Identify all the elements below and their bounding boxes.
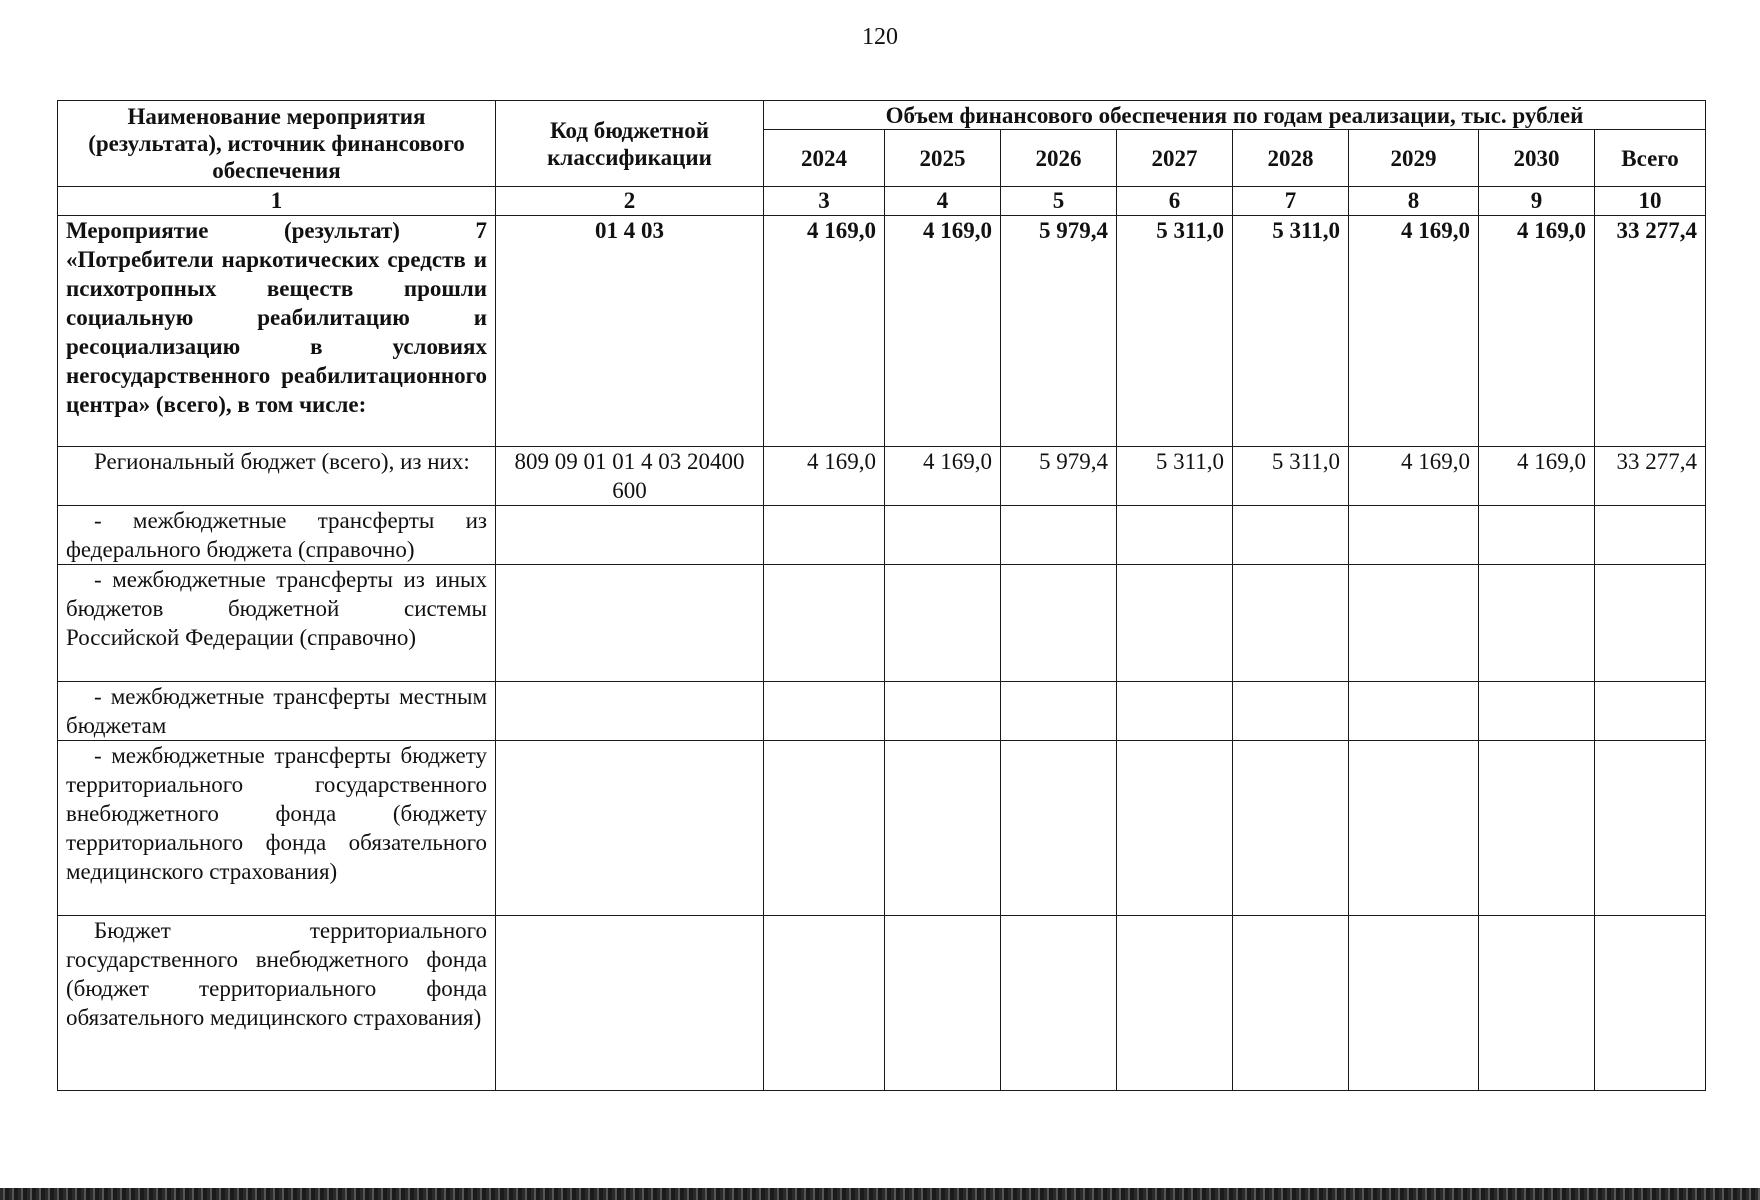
row-total: [1595, 506, 1706, 565]
row-value: [1479, 506, 1595, 565]
row-name: - межбюджетные трансферты местным бюджетам: [58, 682, 496, 741]
row-value: [1117, 682, 1233, 741]
header-row-main: [58, 101, 1706, 130]
row-value: [1233, 916, 1349, 1091]
row-value: [764, 916, 885, 1091]
row-value: [1479, 916, 1595, 1091]
scan-edge-bar: [0, 1188, 1760, 1200]
row-value: [1001, 741, 1117, 916]
row-value: 4 169,0: [764, 447, 885, 506]
column-number: 7: [1233, 187, 1349, 216]
row-name: Мероприятие (результат) 7 «Потребители наркотических средств и психотропных веществ прошли социальную реабилитацию и ресоциализацию в условиях негосударственного реабилитационного центра» (всего), в том числе:: [58, 216, 496, 447]
column-number: 5: [1001, 187, 1117, 216]
row-value: [1479, 741, 1595, 916]
row-value: [764, 565, 885, 682]
column-number: 1: [58, 187, 496, 216]
column-number: 8: [1349, 187, 1479, 216]
header-name: Наименование мероприятия (результата), источник финансового обеспечения: [58, 101, 496, 187]
row-code: [496, 741, 764, 916]
row-value: [1349, 565, 1479, 682]
row-value: 5 311,0: [1233, 447, 1349, 506]
row-total: [1595, 682, 1706, 741]
row-code: 01 4 03: [496, 216, 764, 447]
table-row: [58, 447, 1706, 506]
row-total: [1595, 741, 1706, 916]
header-year: 2030: [1479, 130, 1595, 187]
row-value: [1479, 682, 1595, 741]
table-row: [58, 506, 1706, 565]
header-row-numbers: [58, 187, 1706, 216]
row-value: [885, 682, 1001, 741]
column-number: 6: [1117, 187, 1233, 216]
row-value: 4 169,0: [885, 447, 1001, 506]
row-value: 5 979,4: [1001, 216, 1117, 447]
header-year: 2024: [764, 130, 885, 187]
row-value: [1233, 741, 1349, 916]
row-value: [885, 741, 1001, 916]
table-row: [58, 741, 1706, 916]
page-number: 120: [862, 24, 898, 50]
row-name: - межбюджетные трансферты из иных бюджетов бюджетной системы Российской Федерации (справочно): [58, 565, 496, 682]
row-value: [1117, 741, 1233, 916]
row-value: 5 979,4: [1001, 447, 1117, 506]
row-value: [1001, 682, 1117, 741]
header-year: 2025: [885, 130, 1001, 187]
row-value: [764, 741, 885, 916]
row-value: 5 311,0: [1233, 216, 1349, 447]
table-row: [58, 565, 1706, 682]
row-code: [496, 565, 764, 682]
row-total: 33 277,4: [1595, 447, 1706, 506]
column-number: 4: [885, 187, 1001, 216]
row-value: [885, 916, 1001, 1091]
row-total: 33 277,4: [1595, 216, 1706, 447]
row-code: 809 09 01 01 4 03 20400 600: [496, 447, 764, 506]
row-total: [1595, 916, 1706, 1091]
column-number: 10: [1595, 187, 1706, 216]
row-name: Бюджет территориального государственного внебюджетного фонда (бюджет территориального фонда обязательного медицинского страхования): [58, 916, 496, 1091]
table-row: [58, 216, 1706, 447]
row-value: [1349, 682, 1479, 741]
row-value: [1117, 916, 1233, 1091]
row-value: [1001, 565, 1117, 682]
header-year: 2027: [1117, 130, 1233, 187]
row-code: [496, 506, 764, 565]
row-value: 4 169,0: [1349, 216, 1479, 447]
column-number: 3: [764, 187, 885, 216]
row-value: [1349, 916, 1479, 1091]
header-year: 2026: [1001, 130, 1117, 187]
header-year: 2029: [1349, 130, 1479, 187]
row-value: [885, 506, 1001, 565]
header-total: Всего: [1595, 130, 1706, 187]
row-value: [1349, 506, 1479, 565]
column-number: 2: [496, 187, 764, 216]
row-value: 4 169,0: [885, 216, 1001, 447]
row-value: [1117, 565, 1233, 682]
row-code: [496, 682, 764, 741]
row-name: Региональный бюджет (всего), из них:: [58, 447, 496, 506]
row-name: - межбюджетные трансферты из федерального бюджета (справочно): [58, 506, 496, 565]
row-value: 4 169,0: [764, 216, 885, 447]
column-number: 9: [1479, 187, 1595, 216]
table-row: [58, 682, 1706, 741]
row-value: [1001, 916, 1117, 1091]
header-volume: Объем финансового обеспечения по годам реализации, тыс. рублей: [764, 101, 1706, 130]
table-row: [58, 916, 1706, 1091]
row-value: [1233, 565, 1349, 682]
row-value: [764, 506, 885, 565]
row-value: 4 169,0: [1349, 447, 1479, 506]
budget-table: [57, 100, 1706, 1091]
row-value: [1233, 506, 1349, 565]
row-value: 4 169,0: [1479, 447, 1595, 506]
row-value: [885, 565, 1001, 682]
row-value: [1117, 506, 1233, 565]
row-code: [496, 916, 764, 1091]
header-year: 2028: [1233, 130, 1349, 187]
row-value: 5 311,0: [1117, 447, 1233, 506]
row-value: 5 311,0: [1117, 216, 1233, 447]
row-value: [1349, 741, 1479, 916]
row-value: [764, 682, 885, 741]
row-name: - межбюджетные трансферты бюджету территориального государственного внебюджетного фонда (бюджету территориального фонда обязательного медицинского страхования): [58, 741, 496, 916]
row-value: 4 169,0: [1479, 216, 1595, 447]
row-value: [1479, 565, 1595, 682]
row-value: [1001, 506, 1117, 565]
row-value: [1233, 682, 1349, 741]
header-code: Код бюджетной классификации: [496, 101, 764, 187]
row-total: [1595, 565, 1706, 682]
